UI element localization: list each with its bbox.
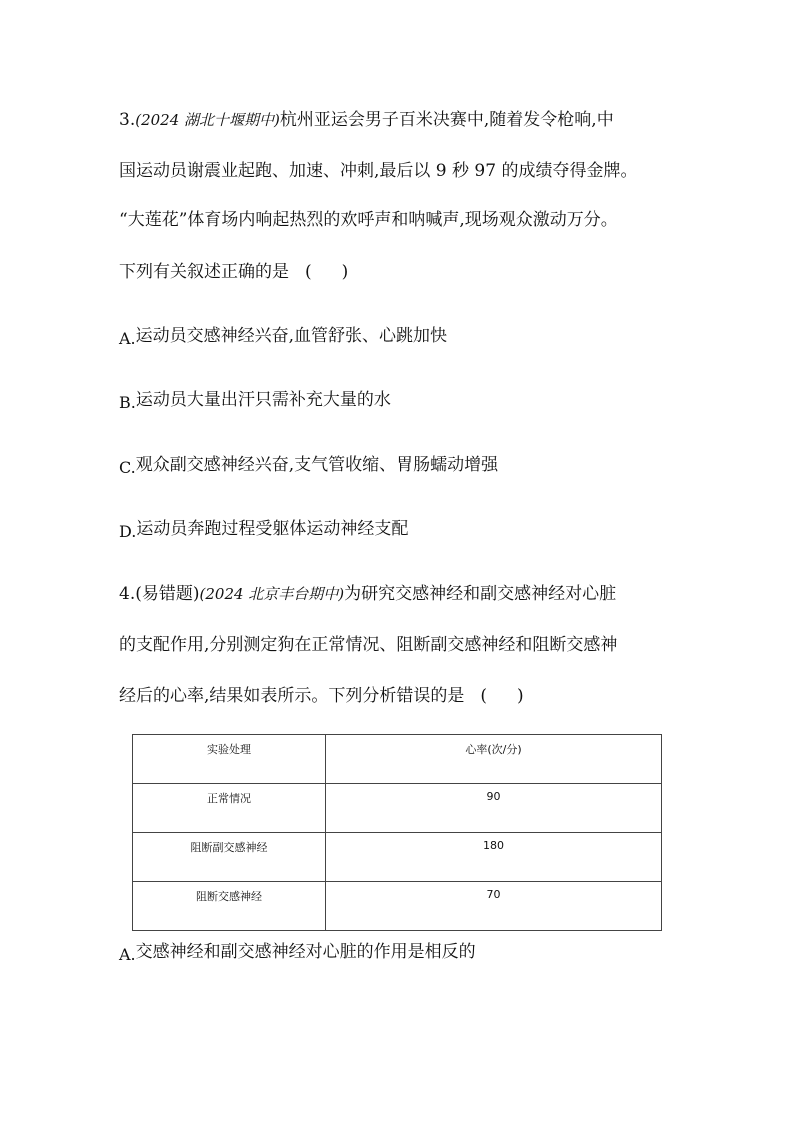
q3-text-1: 杭州亚运会男子百米决赛中,随着发令枪响,中: [279, 110, 614, 130]
q3-line-3: [119, 208, 618, 232]
option-letter: A.: [119, 945, 136, 964]
q3-source: (2024 湖北十堰期中): [135, 111, 280, 129]
q4-line-2: [119, 633, 617, 657]
q4-number: 4.: [119, 584, 136, 604]
q4-line-3: [119, 684, 524, 708]
option-text: 交感神经和副交感神经对心脏的作用是相反的: [135, 942, 476, 962]
q4-text-3: 经后的心率,结果如表所示。下列分析错误的是: [119, 686, 465, 706]
option-letter: C.: [119, 458, 136, 477]
q3-option-a: [119, 324, 447, 348]
table-cell: 70: [326, 882, 662, 931]
heart-rate-table: [132, 734, 662, 931]
table-header-cell: 心率(次/分): [326, 735, 662, 784]
option-letter: B.: [119, 393, 136, 412]
q3-option-b: [119, 388, 391, 412]
table-cell: 正常情况: [133, 784, 326, 833]
q4-paren-close: ): [517, 686, 524, 706]
q3-option-c: [119, 453, 498, 477]
option-text: 运动员交感神经兴奋,血管舒张、心跳加快: [135, 326, 448, 346]
option-text: 观众副交感神经兴奋,支气管收缩、胃肠蠕动增强: [135, 455, 499, 475]
q3-paren-open: (: [305, 262, 312, 282]
q4-source: (2024 北京丰台期中): [199, 585, 345, 603]
option-text: 运动员大量出汗只需补充大量的水: [135, 390, 391, 410]
q3-line-4: [119, 260, 348, 284]
q3-paren-close: ): [341, 262, 349, 282]
table-row: [133, 833, 662, 882]
table-cell: 90: [326, 784, 662, 833]
table-row: [133, 784, 662, 833]
table-cell: 阻断交感神经: [133, 882, 326, 931]
q4-line-1: [119, 582, 616, 606]
q4-text-2: 的支配作用,分别测定狗在正常情况、阻断副交感神经和阻断交感神: [119, 635, 618, 655]
q3-option-d: [119, 517, 408, 541]
q3-line-2: [119, 159, 637, 183]
q3-text-3: “大莲花”体育场内响起热烈的欢呼声和呐喊声,现场观众激动万分。: [119, 210, 618, 230]
table-cell: 阻断副交感神经: [133, 833, 326, 882]
option-text: 运动员奔跑过程受躯体运动神经支配: [136, 519, 409, 539]
q4-paren-open: (: [480, 686, 488, 706]
table-header-cell: 实验处理: [133, 735, 326, 784]
q3-text-2: 国运动员谢震业起跑、加速、冲刺,最后以 9 秒 97 的成绩夺得金牌。: [119, 161, 638, 181]
table-header-row: [133, 735, 662, 784]
q3-number: 3.: [119, 110, 136, 130]
q4-option-a: [119, 940, 476, 964]
option-letter: A.: [119, 329, 136, 348]
q3-answer-blank: [305, 260, 348, 284]
q4-tag: (易错题): [135, 584, 200, 604]
q3-line-1: [119, 108, 614, 132]
table-row: [133, 882, 662, 931]
option-letter: D.: [119, 522, 137, 541]
q4-text-1: 为研究交感神经和副交感神经对心脏: [344, 584, 617, 604]
q4-answer-blank: [480, 684, 523, 708]
q3-text-4: 下列有关叙述正确的是: [119, 262, 289, 282]
table-cell: 180: [326, 833, 662, 882]
